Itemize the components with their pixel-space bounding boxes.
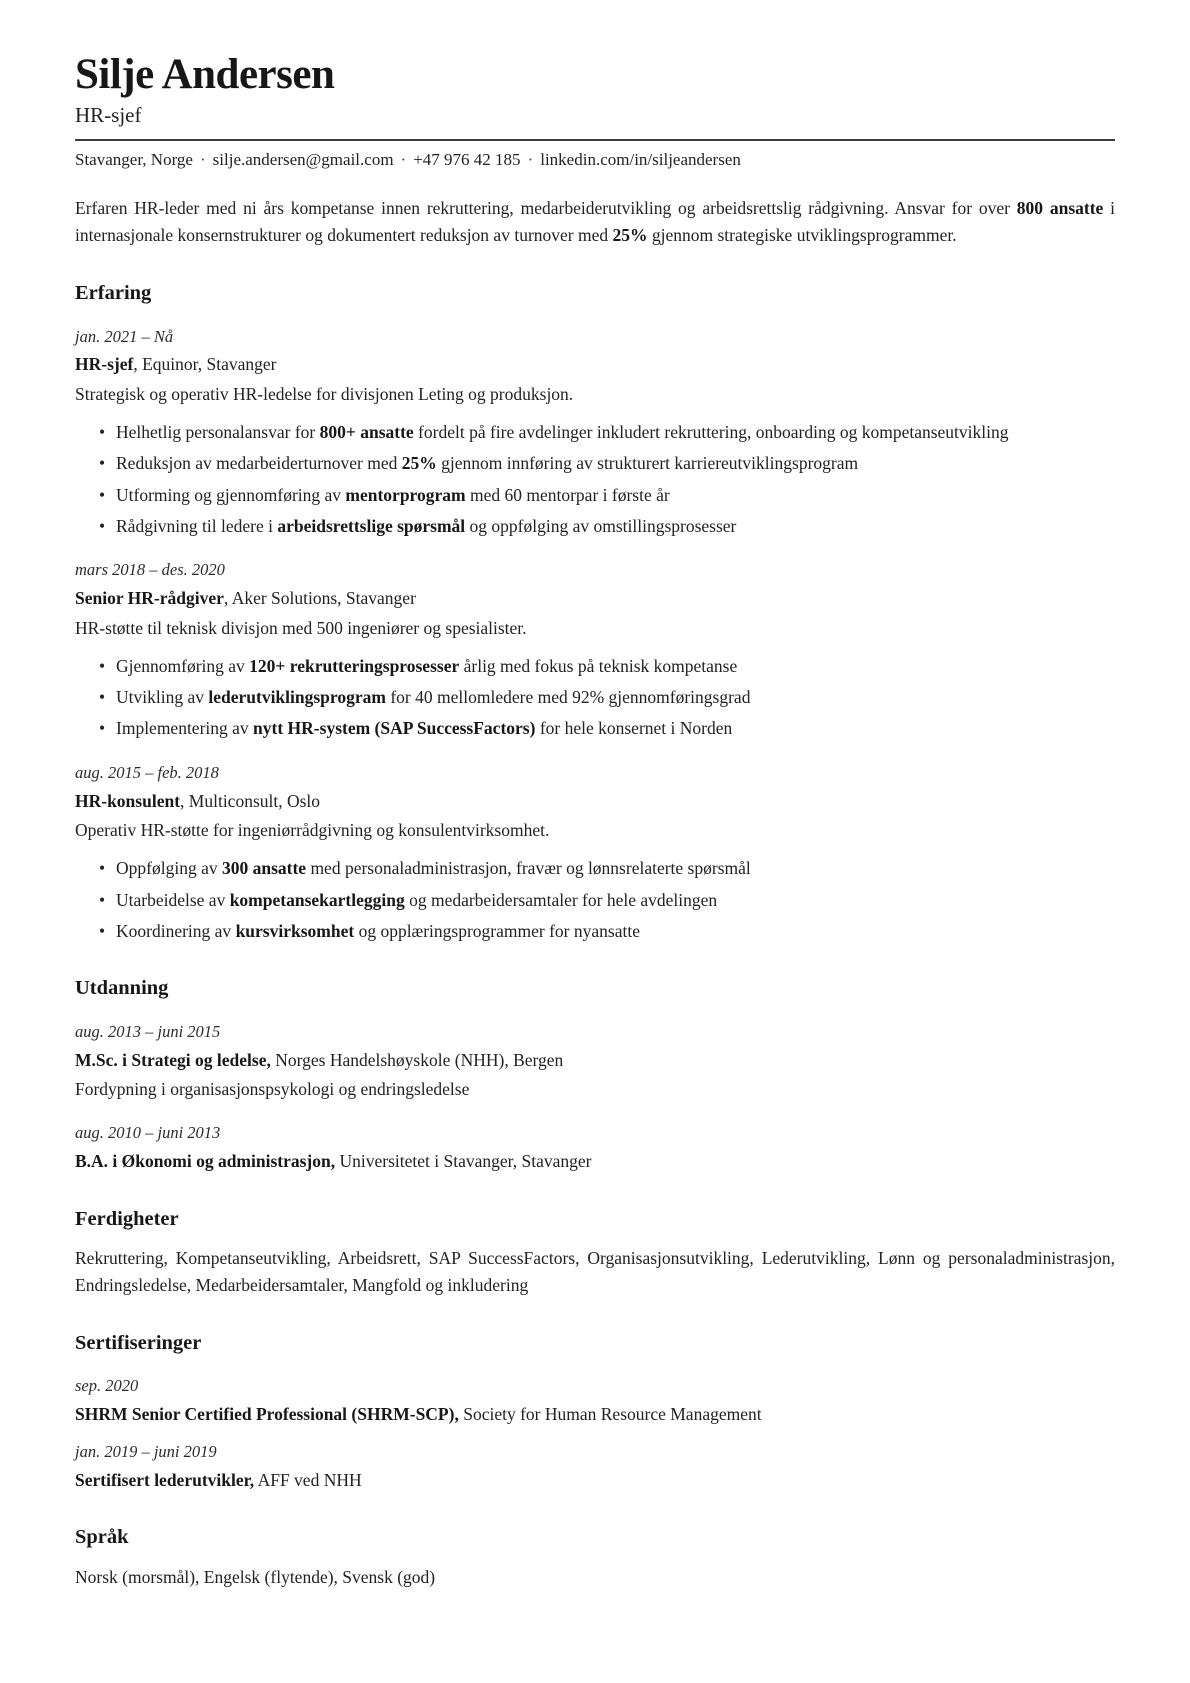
entry-dates: sep. 2020 xyxy=(75,1376,139,1396)
bullet-item: • Oppfølging av 300 ansatte med personaladministrasjon, fravær og lønnsrelaterte spørsmål xyxy=(99,855,1115,881)
header-divider xyxy=(75,139,1115,141)
bullet-item: • Rådgivning til ledere i arbeidsrettslige spørsmål og oppfølging av omstillingsprosesser xyxy=(99,513,1115,539)
resume-header xyxy=(75,50,1115,171)
contact-separator: · xyxy=(527,149,534,169)
education-entry xyxy=(75,1121,1115,1174)
entry-title: Senior HR-rådgiver, Aker Solutions, Stavanger xyxy=(75,588,416,609)
bullet-item: • Utarbeidelse av kompetansekartlegging og medarbeidersamtaler for hele avdelingen xyxy=(99,887,1115,913)
experience-entry xyxy=(75,558,1115,741)
entry-title: HR-sjef, Equinor, Stavanger xyxy=(75,354,277,375)
entry-dates: aug. 2010 – juni 2013 xyxy=(75,1123,221,1143)
contact-location: Stavanger, Norge xyxy=(75,149,193,169)
section-skills xyxy=(75,1207,1115,1299)
entry-dates: aug. 2015 – feb. 2018 xyxy=(75,762,219,782)
contact-phone: +47 976 42 185 xyxy=(413,149,521,169)
section-heading-skills: Ferdigheter xyxy=(75,1207,179,1230)
entry-title: SHRM Senior Certified Professional (SHRM-SCP), Society for Human Resource Management xyxy=(75,1404,762,1425)
languages-text: Norsk (morsmål), Engelsk (flytende), Svensk (god) xyxy=(75,1566,436,1587)
entry-bullet-list xyxy=(75,419,1115,539)
entry-title: HR-konsulent, Multiconsult, Oslo xyxy=(75,790,321,811)
section-heading-education: Utdanning xyxy=(75,977,169,1000)
entry-description: Strategisk og operativ HR-ledelse for divisjonen Leting og produksjon. xyxy=(75,383,574,404)
skills-text: Rekruttering, Kompetanseutvikling, Arbeidsrett, SAP SuccessFactors, Organisasjonsutvikling, Lederutvikling, Lønn og personaladministrasjon, Endringsledelse, Medarbeidersamtaler, Mangfold og inkludering xyxy=(75,1248,1115,1295)
entry-dates: mars 2018 – des. 2020 xyxy=(75,560,225,580)
section-heading-certifications: Sertifiseringer xyxy=(75,1331,202,1354)
education-entry xyxy=(75,1020,1115,1103)
section-heading-languages: Språk xyxy=(75,1525,129,1548)
entry-note: Fordypning i organisasjonspsykologi og endringsledelse xyxy=(75,1078,470,1099)
section-heading-experience: Erfaring xyxy=(75,281,152,304)
entry-dates: jan. 2021 – Nå xyxy=(75,326,174,346)
experience-entry xyxy=(75,761,1115,944)
contact-separator: · xyxy=(400,149,407,169)
bullet-item: • Reduksjon av medarbeiderturnover med 25% gjennom innføring av strukturert karriereutviklingsprogram xyxy=(99,450,1115,476)
bullet-item: • Utforming og gjennomføring av mentorprogram med 60 mentorpar i første år xyxy=(99,482,1115,508)
contact-email: silje.andersen@gmail.com xyxy=(212,149,394,169)
bullet-item: • Implementering av nytt HR-system (SAP SuccessFactors) for hele konsernet i Norden xyxy=(99,715,1115,741)
entry-title: M.Sc. i Strategi og ledelse, Norges Handelshøyskole (NHH), Bergen xyxy=(75,1049,564,1070)
entry-description: HR-støtte til teknisk divisjon med 500 ingeniører og spesialister. xyxy=(75,617,527,638)
contact-separator: · xyxy=(199,149,206,169)
experience-entry xyxy=(75,325,1115,540)
contact-line xyxy=(75,148,1115,172)
section-education xyxy=(75,976,1115,1175)
contact-linkedin: linkedin.com/in/siljeandersen xyxy=(540,149,741,169)
entry-title: B.A. i Økonomi og administrasjon, Universitetet i Stavanger, Stavanger xyxy=(75,1151,592,1172)
section-experience xyxy=(75,281,1115,944)
entry-dates: aug. 2013 – juni 2015 xyxy=(75,1021,221,1041)
certification-entry xyxy=(75,1440,1115,1493)
profile-summary: Erfaren HR-leder med ni års kompetanse innen rekruttering, medarbeiderutvikling og arbeidsrettslig rådgivning. Ansvar for over 800 ansatte i internasjonale konsernstrukturer og dokumentert reduksjon av turnover med 25% gjennom strategiske utviklingsprogrammer. xyxy=(75,198,1115,246)
candidate-title: HR-sjef xyxy=(75,103,142,128)
entry-title: Sertifisert lederutvikler, AFF ved NHH xyxy=(75,1469,362,1490)
entry-description: Operativ HR-støtte for ingeniørrådgivning og konsulentvirksomhet. xyxy=(75,819,550,840)
bullet-item: • Koordinering av kursvirksomhet og opplæringsprogrammer for nyansatte xyxy=(99,918,1115,944)
certification-entry xyxy=(75,1374,1115,1427)
entry-bullet-list xyxy=(75,653,1115,742)
entry-dates: jan. 2019 – juni 2019 xyxy=(75,1441,217,1461)
bullet-item: • Gjennomføring av 120+ rekrutteringsprosesser årlig med fokus på teknisk kompetanse xyxy=(99,653,1115,679)
candidate-name: Silje Andersen xyxy=(75,51,335,98)
bullet-item: • Utvikling av lederutviklingsprogram for 40 mellomledere med 92% gjennomføringsgrad xyxy=(99,684,1115,710)
bullet-item: • Helhetlig personalansvar for 800+ ansatte fordelt på fire avdelinger inkludert rekruttering, onboarding og kompetanseutvikling xyxy=(99,419,1115,445)
section-certifications xyxy=(75,1331,1115,1493)
section-languages xyxy=(75,1525,1115,1590)
entry-bullet-list xyxy=(75,855,1115,944)
